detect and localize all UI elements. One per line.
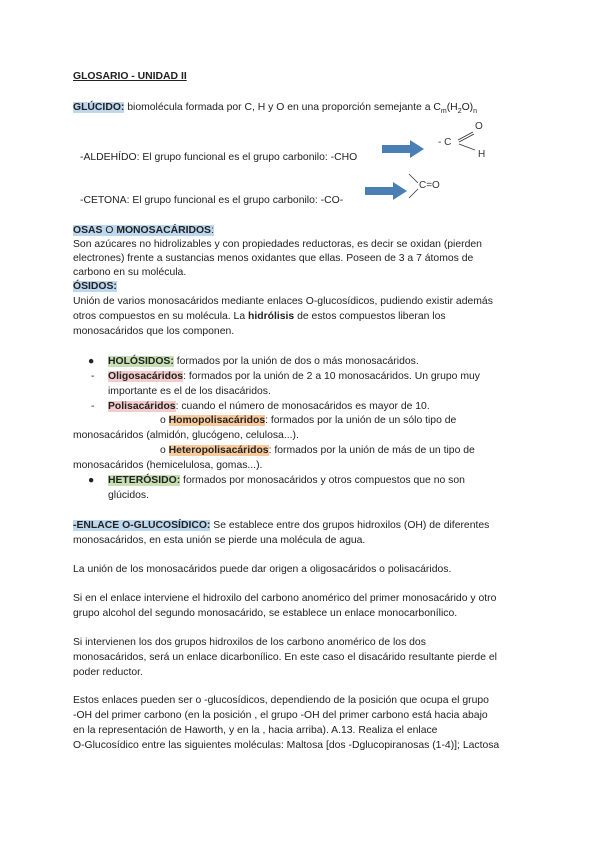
polisacaridos-item: Polisacáridos: cuando el número de monosacáridos es mayor de 10.: [108, 401, 430, 412]
osas-heading: OSAS O MONOSACÁRIDOS:: [73, 225, 214, 236]
paragraph-1-line-1: La unión de los monosacáridos puede dar origen a oligosacáridos o polisacáridos.: [73, 564, 452, 575]
paragraph-3-line-1: Si intervienen los dos grupos hidroxilos de los carbono anomérico de los dos: [73, 637, 426, 648]
oligosacaridos-line-2: importante es el de los disacáridos.: [108, 386, 271, 397]
page-title: GLOSARIO - UNIDAD II: [73, 71, 187, 82]
osidos-heading: ÓSIDOS:: [73, 281, 117, 292]
bullet-dot: ●: [88, 356, 95, 367]
holosidos-item: HOLÓSIDOS: formados por la unión de dos o más monosacáridos.: [108, 356, 419, 367]
bullet-dash: -: [91, 371, 95, 382]
oligosacaridos-item: Oligosacáridos: formados por la unión de 2 a 10 monosacáridos. Un grupo muy: [108, 371, 480, 382]
paragraph-4-line-2: -OH del primer carbono (en la posición , el grupo -OH del primer carbono está hacia abajo: [73, 710, 488, 721]
heterosido-item: HETERÓSIDO: formados por monosacáridos y otros compuestos que no son: [108, 475, 465, 486]
ketone-group: C=O: [419, 180, 440, 191]
arrow-right-icon: [382, 140, 424, 158]
osidos-line-3: monosacáridos que los componen.: [73, 326, 235, 337]
aldehido-text: -ALDEHÍDO: El grupo funcional es el grupo carbonilo: -CHO: [80, 152, 358, 163]
homopolisacaridos-item: o Homopolisacáridos: formados por la unión de un sólo tipo de: [160, 415, 457, 426]
glucido-definition: GLÚCIDO: biomolécula formada por C, H y O en una proporción semejante a $C_m(H_2O)_n$: [73, 102, 478, 116]
heterosido-line-2: glúcidos.: [108, 490, 150, 501]
aldehyde-bonds: [456, 128, 480, 154]
homopolisacaridos-line-2: monosacáridos (almidón, glucógeno, celulosa...).: [73, 430, 299, 441]
bullet-dot-2: ●: [88, 475, 95, 486]
paragraph-2-line-2: grupo alcohol del segundo monosacárido, se establece un enlace monocarbonílico.: [73, 608, 458, 619]
paragraph-3-line-2: monosacáridos, será un enlace dicarbonílico. En este caso el disacárido resultante pierde el: [73, 652, 497, 663]
paragraph-4-line-3: en la representación de Haworth, y en la , hacia arriba). A.13. Realiza el enlace: [73, 725, 438, 736]
osas-line-2: electrones) frente a sustancias menos oxidantes que ellas. Poseen de 3 a 7 átomos de: [73, 253, 474, 264]
arrow-right-icon-2: [365, 182, 407, 200]
heteropolisacaridos-item: o Heteropolisacáridos: formados por la unión de más de un tipo de: [160, 445, 475, 456]
osas-line-3: carbono en su molécula.: [73, 267, 187, 278]
ketone-bonds: [405, 170, 421, 202]
cetona-text: -CETONA: El grupo funcional es el grupo carbonilo: -CO-: [80, 195, 344, 206]
osidos-line-1: Unión de varios monosacáridos mediante enlaces O-glucosídicos, pudiendo existir además: [73, 296, 493, 307]
paragraph-2-line-1: Si en el enlace interviene el hidroxilo del carbono anomérico del primer monosacárido y otro: [73, 593, 497, 604]
aldehyde-carbon: - C: [438, 137, 452, 148]
paragraph-4-line-4: O-Glucosídico entre las siguientes moléculas: Maltosa [dos -Dglucopiranosas (1-4)]; Lactosa: [73, 740, 500, 751]
osidos-line-2: otros compuestos en su molécula. La hidrólisis de estos compuestos liberan los: [73, 311, 446, 322]
paragraph-4-line-1: Estos enlaces pueden ser o -glucosídicos, dependiendo de la posición que ocupa el grupo: [73, 695, 489, 706]
paragraph-3-line-3: poder reductor.: [73, 667, 143, 678]
enlace-line-2: monosacáridos, en esta unión se pierde una molécula de agua.: [73, 535, 366, 546]
osas-line-1: Son azúcares no hidrolizables y con propiedades reductoras, es decir se oxidan (pierden: [73, 239, 482, 250]
aldehyde-hydrogen: H: [478, 149, 486, 160]
aldehyde-oxygen: O: [475, 121, 483, 132]
enlace-heading: -ENLACE O-GLUCOSÍDICO: Se establece entre dos grupos hidroxilos (OH) de diferentes: [73, 520, 490, 531]
heteropolisacaridos-line-2: monosacáridos (hemicelulosa, gomas...).: [73, 460, 263, 471]
glucido-term: GLÚCIDO:: [73, 102, 125, 113]
bullet-dash-2: -: [91, 401, 95, 412]
